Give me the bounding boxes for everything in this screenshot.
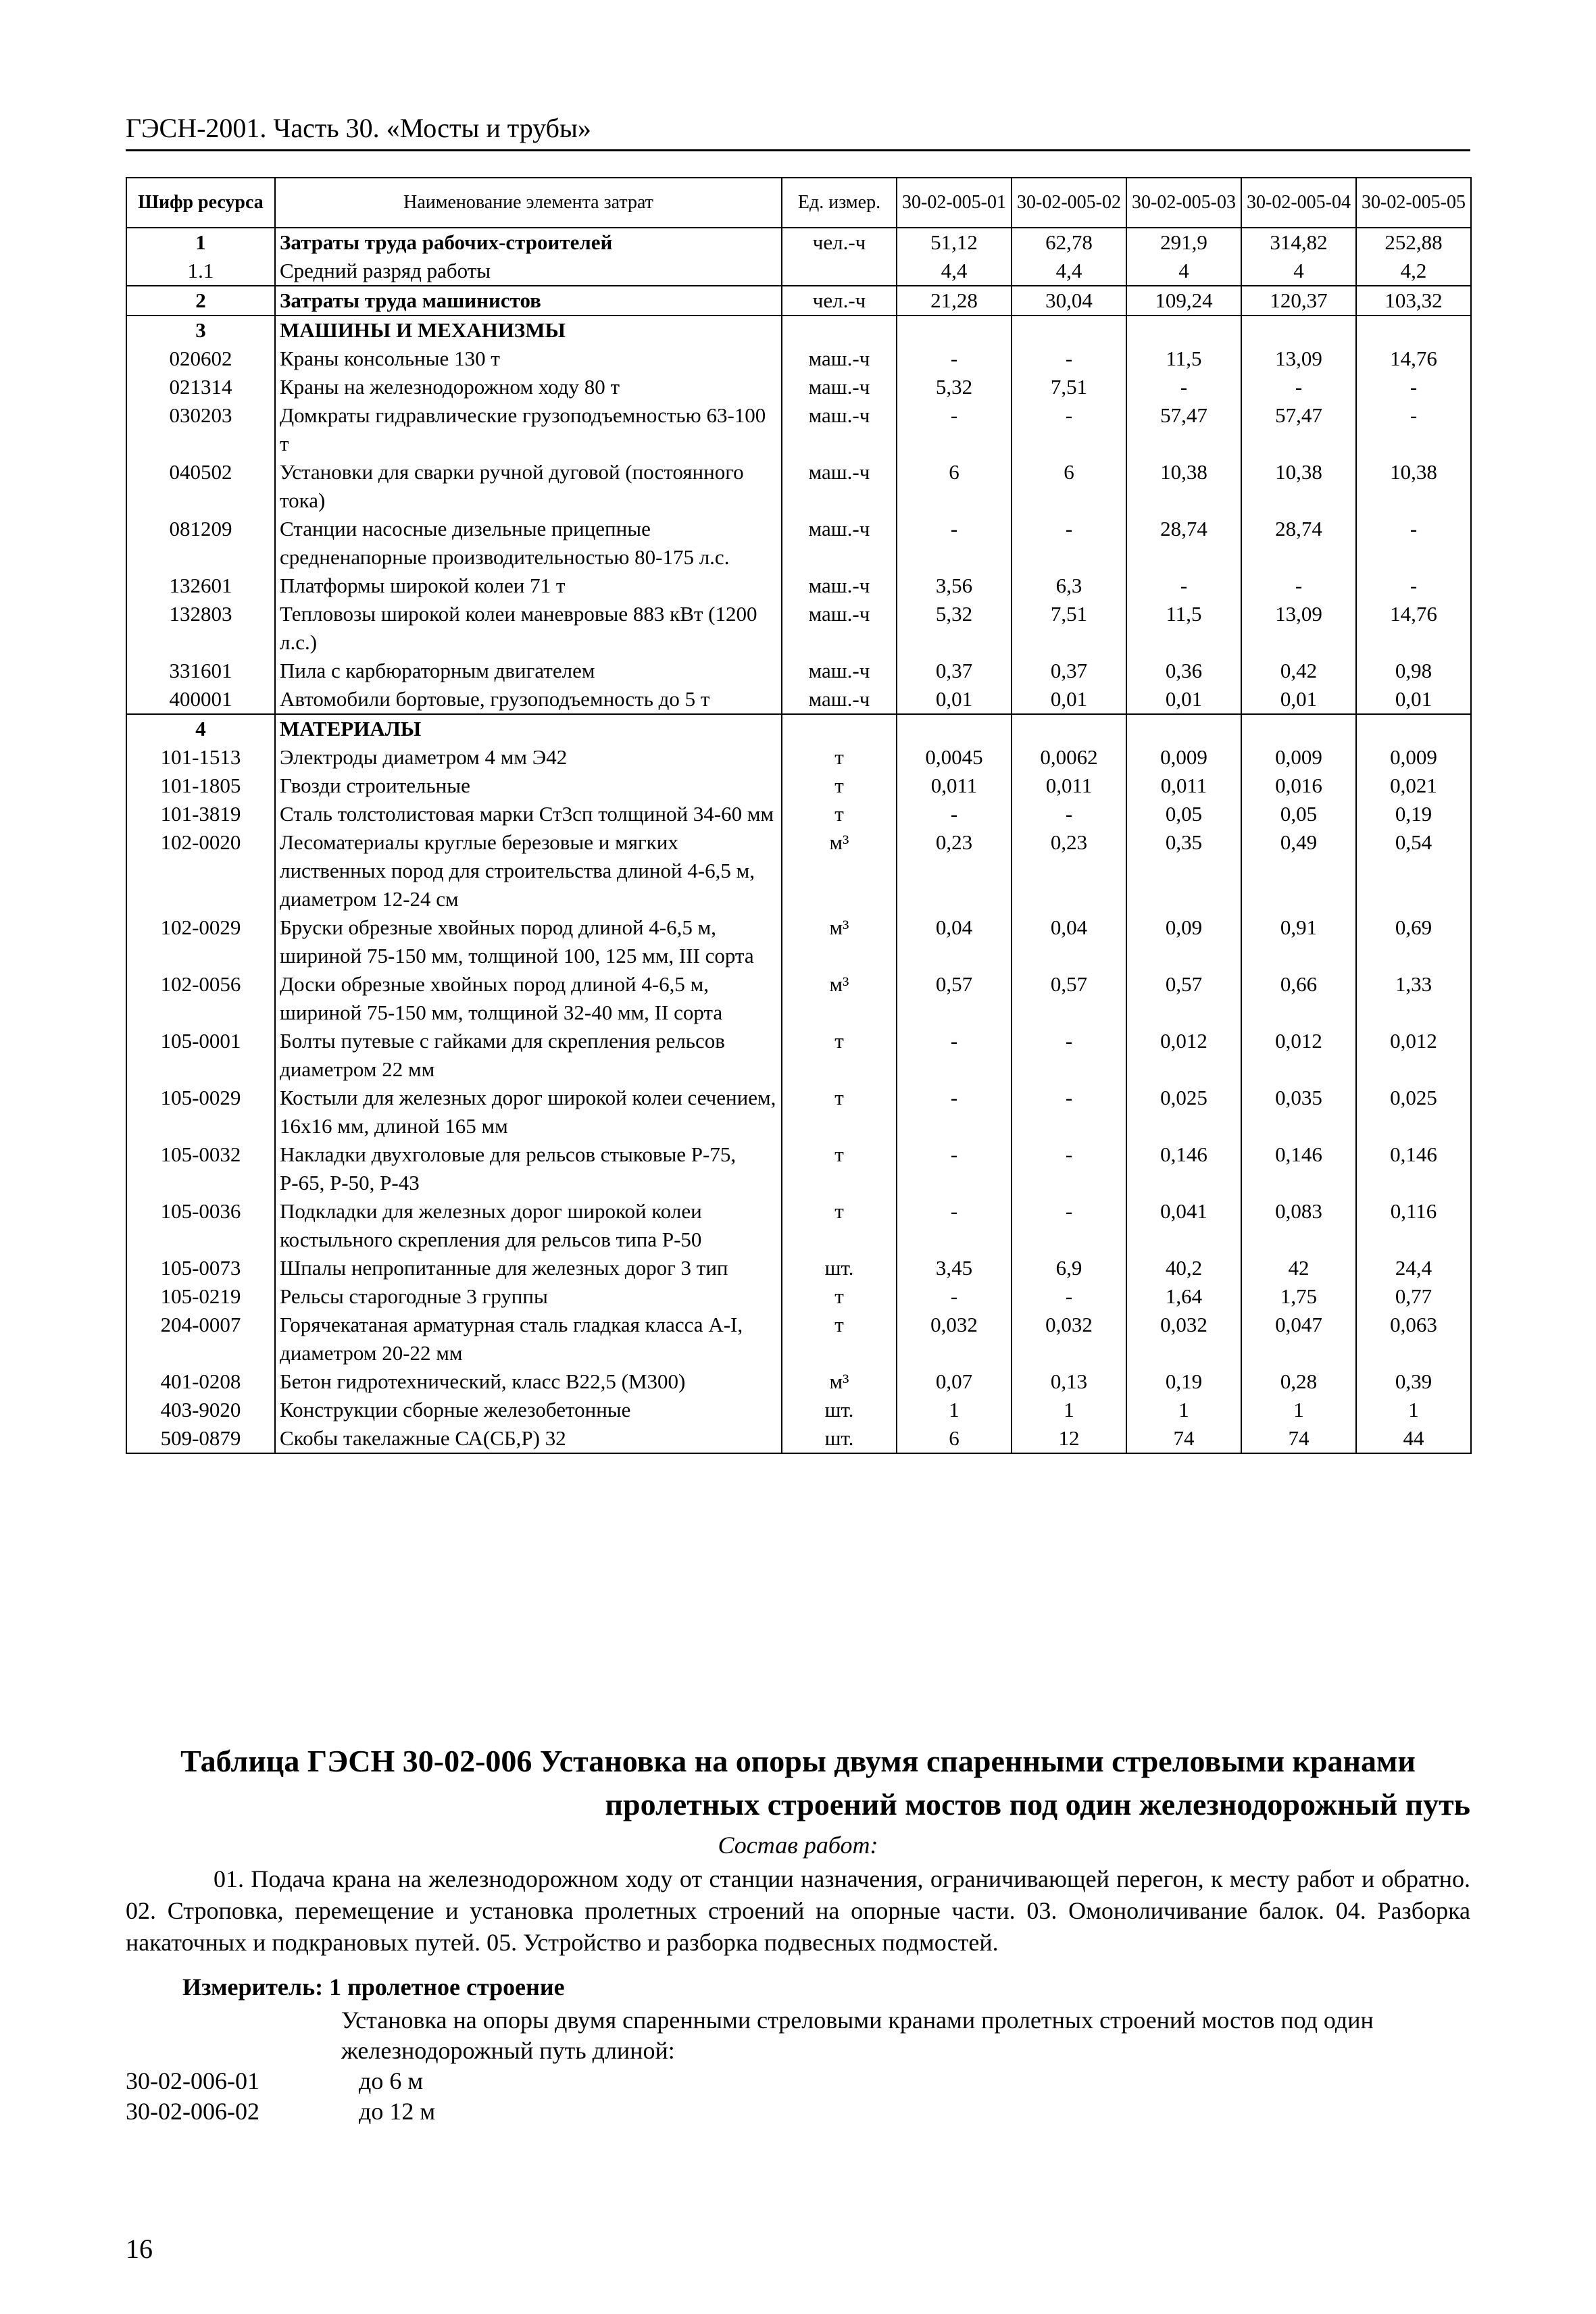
value-cell: 14,76 [1356,600,1471,657]
next-table-title [126,1740,1470,1826]
table-row [126,1027,1471,1084]
value-cell: - [1356,572,1471,600]
value-cell: 28,74 [1241,515,1356,572]
value-cell: 21,28 [897,286,1012,316]
value-cell: 6 [1012,458,1126,515]
value-cell [897,316,1012,345]
unit-cell: шт. [782,1254,897,1282]
value-cell: 4,4 [897,257,1012,286]
value-cell: 0,19 [1356,800,1471,828]
value-cell: - [1012,515,1126,572]
value-cell: 0,035 [1241,1084,1356,1140]
value-cell: 0,98 [1356,657,1471,685]
resource-code-cell: 105-0219 [126,1282,275,1311]
resource-code-cell: 1.1 [126,257,275,286]
value-cell: 10,38 [1126,458,1241,515]
value-cell: 0,021 [1356,772,1471,800]
unit-cell: маш.-ч [782,345,897,373]
table-row [126,401,1471,458]
value-cell: 0,012 [1241,1027,1356,1084]
value-cell: 0,009 [1126,743,1241,772]
unit-cell: т [782,800,897,828]
table-header-row [126,178,1471,228]
resource-code-cell: 204-0007 [126,1311,275,1367]
resource-name-cell: МАТЕРИАЛЫ [275,714,782,743]
value-cell: - [1356,373,1471,401]
value-cell: 0,016 [1241,772,1356,800]
value-cell: 13,09 [1241,345,1356,373]
table-row [126,970,1471,1027]
value-cell: 0,66 [1241,970,1356,1027]
value-cell: 42 [1241,1254,1356,1282]
resource-code-cell: 2 [126,286,275,316]
resource-code-cell: 105-0029 [126,1084,275,1140]
value-cell: - [897,800,1012,828]
value-cell: 11,5 [1126,600,1241,657]
column-header-variant-1: 30-02-005-01 [897,178,1012,228]
resource-name-cell: Скобы такелажные СА(СБ,Р) 32 [275,1424,782,1453]
resource-code-cell: 020602 [126,345,275,373]
value-cell: 0,09 [1126,913,1241,970]
value-cell [897,714,1012,743]
resource-name-cell: Средний разряд работы [275,257,782,286]
unit-cell: шт. [782,1396,897,1424]
resource-code-cell: 105-0036 [126,1197,275,1254]
unit-cell: т [782,1311,897,1367]
unit-cell: т [782,1027,897,1084]
value-cell [1126,316,1241,345]
column-header-variant-3: 30-02-005-03 [1126,178,1241,228]
value-cell: 0,35 [1126,828,1241,913]
resource-name-cell: Платформы широкой колеи 71 т [275,572,782,600]
value-cell: 0,04 [897,913,1012,970]
value-cell: - [897,1282,1012,1311]
value-cell: - [1126,572,1241,600]
value-cell: 6,3 [1012,572,1126,600]
value-cell: - [897,1197,1012,1254]
value-cell [1012,714,1126,743]
table-row [126,800,1471,828]
value-cell: 1,64 [1126,1282,1241,1311]
resource-name-cell: Костыли для железных дорог широкой колеи сечением, 16х16 мм, длиной 165 мм [275,1084,782,1140]
unit-cell: м³ [782,828,897,913]
value-cell: - [1012,345,1126,373]
value-cell: - [1356,401,1471,458]
value-cell: 0,05 [1126,800,1241,828]
resource-name-cell: Пила с карбюраторным двигателем [275,657,782,685]
resource-name-cell: Бетон гидротехнический, класс В22,5 (М300) [275,1367,782,1396]
page-number: 16 [126,2234,153,2264]
value-cell: 252,88 [1356,228,1471,257]
unit-cell: чел.-ч [782,228,897,257]
value-cell: - [897,345,1012,373]
unit-cell: т [782,1140,897,1197]
unit-cell: м³ [782,913,897,970]
value-cell: 6 [897,458,1012,515]
value-cell: - [1012,1197,1126,1254]
value-cell: 0,032 [1012,1311,1126,1367]
value-cell: - [1012,401,1126,458]
value-cell: 0,012 [1356,1027,1471,1084]
value-cell: 0,025 [1126,1084,1241,1140]
table-row [126,1396,1471,1424]
table-row [126,316,1471,345]
value-cell: 14,76 [1356,345,1471,373]
resource-code-cell: 400001 [126,685,275,714]
value-cell: 0,032 [1126,1311,1241,1367]
resource-name-cell: Горячекатаная арматурная сталь гладкая класса А-I, диаметром 20-22 мм [275,1311,782,1367]
value-cell [1356,316,1471,345]
unit-cell: т [782,743,897,772]
value-cell: 6 [897,1424,1012,1453]
resource-code-cell: 040502 [126,458,275,515]
value-cell: 57,47 [1126,401,1241,458]
value-cell: 5,32 [897,600,1012,657]
column-header-code: Шифр ресурса [126,178,275,228]
value-cell: 3,56 [897,572,1012,600]
resource-name-cell: Рельсы старогодные 3 группы [275,1282,782,1311]
table-row [126,743,1471,772]
value-cell: 0,009 [1241,743,1356,772]
value-cell: - [1241,572,1356,600]
value-cell: 0,19 [1126,1367,1241,1396]
table-row [126,1282,1471,1311]
resource-code-cell: 105-0032 [126,1140,275,1197]
value-cell: 0,57 [1012,970,1126,1027]
resource-code-cell: 3 [126,316,275,345]
table-row [126,1084,1471,1140]
value-cell: 1 [897,1396,1012,1424]
next-table-title-line-2: пролетных строений мостов под один железнодорожный путь [605,1787,1470,1821]
value-cell: 0,57 [1126,970,1241,1027]
value-cell: 0,011 [897,772,1012,800]
resource-code-cell: 401-0208 [126,1367,275,1396]
value-cell: - [1356,515,1471,572]
value-cell: 0,04 [1012,913,1126,970]
resource-name-cell: Лесоматериалы круглые березовые и мягких лиственных пород для строительства длиной 4-6,5 м, диаметром 12-24 см [275,828,782,913]
meter-description: Установка на опоры двумя спаренными стреловыми кранами пролетных строений мостов под один железнодорожный путь длиной: [341,2007,1374,2064]
table-body [126,228,1471,1453]
unit-cell: т [782,1084,897,1140]
unit-cell: маш.-ч [782,600,897,657]
value-cell: 1 [1356,1396,1471,1424]
variant-text: до 12 м [359,2098,436,2125]
value-cell: - [897,401,1012,458]
value-cell: 0,91 [1241,913,1356,970]
value-cell: 0,011 [1126,772,1241,800]
value-cell: - [897,1140,1012,1197]
value-cell: 0,23 [897,828,1012,913]
resource-code-cell: 132601 [126,572,275,600]
value-cell: 74 [1126,1424,1241,1453]
resource-name-cell: МАШИНЫ И МЕХАНИЗМЫ [275,316,782,345]
value-cell: 7,51 [1012,373,1126,401]
value-cell: 0,69 [1356,913,1471,970]
value-cell: 4 [1126,257,1241,286]
unit-cell [782,257,897,286]
value-cell: 0,01 [1241,685,1356,714]
value-cell: 0,37 [1012,657,1126,685]
resource-name-cell: Подкладки для железных дорог широкой колеи костыльного скрепления для рельсов типа Р-50 [275,1197,782,1254]
table-row [126,458,1471,515]
variant-row [126,2066,423,2096]
resource-name-cell: Краны на железнодорожном ходу 80 т [275,373,782,401]
value-cell: 57,47 [1241,401,1356,458]
variant-text: до 6 м [359,2067,424,2094]
resource-code-cell: 403-9020 [126,1396,275,1424]
value-cell: 24,4 [1356,1254,1471,1282]
value-cell: 0,37 [897,657,1012,685]
column-header-variant-2: 30-02-005-02 [1012,178,1126,228]
value-cell: 28,74 [1126,515,1241,572]
value-cell: 13,09 [1241,600,1356,657]
value-cell: 314,82 [1241,228,1356,257]
value-cell: 7,51 [1012,600,1126,657]
value-cell: - [1012,1027,1126,1084]
value-cell: 0,28 [1241,1367,1356,1396]
value-cell: 0,011 [1012,772,1126,800]
value-cell: 1 [1241,1396,1356,1424]
variant-code: 30-02-006-02 [126,2098,259,2125]
value-cell: 0,05 [1241,800,1356,828]
table-row [126,373,1471,401]
unit-cell: маш.-ч [782,515,897,572]
resource-name-cell: Затраты труда рабочих-строителей [275,228,782,257]
resource-name-cell: Автомобили бортовые, грузоподъемность до 5 т [275,685,782,714]
unit-cell: маш.-ч [782,572,897,600]
value-cell: 1 [1126,1396,1241,1424]
resource-code-cell: 102-0056 [126,970,275,1027]
value-cell: 6,9 [1012,1254,1126,1282]
value-cell: 0,01 [1126,685,1241,714]
value-cell: 0,49 [1241,828,1356,913]
column-header-name: Наименование элемента затрат [275,178,782,228]
resource-code-cell: 102-0020 [126,828,275,913]
table-row [126,913,1471,970]
value-cell: 0,01 [1356,685,1471,714]
table-row [126,286,1471,316]
resource-name-cell: Болты путевые с гайками для скрепления рельсов диаметром 22 мм [275,1027,782,1084]
table-row [126,1197,1471,1254]
resource-code-cell: 030203 [126,401,275,458]
unit-cell: маш.-ч [782,685,897,714]
composition-text: 01. Подача крана на железнодорожном ходу от станции назначения, ограничивающей перегон, к месту работ и обратно. 02. Строповка, перемещение и установка пролетных строений на опорные части. 03. Омоноличивание балок. 04. Разборка накаточных и подкрановых путей. 05. Устройство и разборка подвесных подмостей. [126,1865,1470,1956]
table-row [126,257,1471,286]
table-row [126,714,1471,743]
value-cell: 3,45 [897,1254,1012,1282]
unit-cell: м³ [782,970,897,1027]
value-cell: 0,012 [1126,1027,1241,1084]
value-cell: 0,54 [1356,828,1471,913]
resource-name-cell: Краны консольные 130 т [275,345,782,373]
resource-name-cell: Конструкции сборные железобетонные [275,1396,782,1424]
column-header-unit: Ед. измер. [782,178,897,228]
table-row [126,657,1471,685]
value-cell: 0,025 [1356,1084,1471,1140]
value-cell: 4,2 [1356,257,1471,286]
table-row [126,515,1471,572]
value-cell: - [897,515,1012,572]
composition-title: Состав работ: [718,1832,878,1859]
value-cell: 0,01 [897,685,1012,714]
value-cell: - [897,1084,1012,1140]
unit-cell: маш.-ч [782,373,897,401]
value-cell: 10,38 [1356,458,1471,515]
value-cell: 0,146 [1356,1140,1471,1197]
unit-cell: шт. [782,1424,897,1453]
resource-code-cell: 081209 [126,515,275,572]
table-row [126,1140,1471,1197]
value-cell [1241,714,1356,743]
resource-name-cell: Шпалы непропитанные для железных дорог 3 тип [275,1254,782,1282]
unit-cell: т [782,1197,897,1254]
resource-name-cell: Электроды диаметром 4 мм Э42 [275,743,782,772]
resource-code-cell: 101-1513 [126,743,275,772]
value-cell: 0,032 [897,1311,1012,1367]
value-cell: 62,78 [1012,228,1126,257]
value-cell [1126,714,1241,743]
value-cell: 0,39 [1356,1367,1471,1396]
value-cell: 0,77 [1356,1282,1471,1311]
resource-code-cell: 101-3819 [126,800,275,828]
unit-cell: маш.-ч [782,401,897,458]
unit-cell: м³ [782,1367,897,1396]
unit-cell: маш.-ч [782,657,897,685]
unit-cell: т [782,1282,897,1311]
resource-code-cell: 021314 [126,373,275,401]
resource-code-cell: 331601 [126,657,275,685]
value-cell: 12 [1012,1424,1126,1453]
table-row [126,572,1471,600]
value-cell: 0,57 [897,970,1012,1027]
resource-name-cell: Затраты труда машинистов [275,286,782,316]
resource-name-cell: Установки для сварки ручной дуговой (постоянного тока) [275,458,782,515]
value-cell: 0,009 [1356,743,1471,772]
page-header: ГЭСН-2001. Часть 30. «Мосты и трубы» [126,112,1470,151]
table-row [126,600,1471,657]
value-cell: 0,063 [1356,1311,1471,1367]
value-cell: 0,083 [1241,1197,1356,1254]
table-row [126,772,1471,800]
table-row [126,828,1471,913]
unit-cell [782,714,897,743]
resource-code-cell: 102-0029 [126,913,275,970]
value-cell: 0,146 [1241,1140,1356,1197]
unit-cell [782,316,897,345]
resource-code-cell: 105-0073 [126,1254,275,1282]
value-cell: 109,24 [1126,286,1241,316]
resource-name-cell: Тепловозы широкой колеи маневровые 883 кВт (1200 л.с.) [275,600,782,657]
value-cell: 0,0062 [1012,743,1126,772]
value-cell: - [1012,1282,1126,1311]
value-cell: 5,32 [897,373,1012,401]
resource-name-cell: Станции насосные дизельные прицепные средненапорные производительностью 80-175 л.с. [275,515,782,572]
value-cell: - [1241,373,1356,401]
value-cell: 0,0045 [897,743,1012,772]
meter-label: Измеритель: 1 пролетное строение [182,1973,565,2001]
column-header-variant-5: 30-02-005-05 [1356,178,1471,228]
value-cell: - [1012,1140,1126,1197]
value-cell: 0,047 [1241,1311,1356,1367]
unit-cell: чел.-ч [782,286,897,316]
resource-norms-table [126,177,1472,1454]
table-row [126,1311,1471,1367]
variant-code: 30-02-006-01 [126,2067,259,2094]
resource-name-cell: Бруски обрезные хвойных пород длиной 4-6,5 м, шириной 75-150 мм, толщиной 100, 125 мм, III сорта [275,913,782,970]
value-cell: 291,9 [1126,228,1241,257]
value-cell: 1,75 [1241,1282,1356,1311]
table-row [126,228,1471,257]
resource-code-cell: 101-1805 [126,772,275,800]
value-cell: 0,146 [1126,1140,1241,1197]
value-cell: - [1012,1084,1126,1140]
resource-code-cell: 509-0879 [126,1424,275,1453]
table-row [126,1367,1471,1396]
variant-row [126,2096,435,2127]
value-cell: - [1126,373,1241,401]
value-cell: 0,23 [1012,828,1126,913]
value-cell: 1 [1012,1396,1126,1424]
value-cell [1012,316,1126,345]
value-cell [1356,714,1471,743]
table-row [126,685,1471,714]
resource-code-cell: 1 [126,228,275,257]
value-cell: 120,37 [1241,286,1356,316]
value-cell: 0,116 [1356,1197,1471,1254]
unit-cell: т [782,772,897,800]
table-row [126,1424,1471,1453]
value-cell: 1,33 [1356,970,1471,1027]
next-table-title-line-1: Таблица ГЭСН 30-02-006 Установка на опоры двумя спаренными стреловыми кранами [180,1744,1416,1778]
value-cell: 0,07 [897,1367,1012,1396]
value-cell [1241,316,1356,345]
value-cell: 11,5 [1126,345,1241,373]
value-cell: 0,36 [1126,657,1241,685]
resource-code-cell: 132803 [126,600,275,657]
resource-name-cell: Домкраты гидравлические грузоподъемностью 63-100 т [275,401,782,458]
table-row [126,345,1471,373]
value-cell: 10,38 [1241,458,1356,515]
value-cell: 30,04 [1012,286,1126,316]
resource-name-cell: Доски обрезные хвойных пород длиной 4-6,5 м, шириной 75-150 мм, толщиной 32-40 мм, II сорта [275,970,782,1027]
value-cell: 0,42 [1241,657,1356,685]
value-cell: 0,13 [1012,1367,1126,1396]
column-header-variant-4: 30-02-005-04 [1241,178,1356,228]
resource-name-cell: Накладки двухголовые для рельсов стыковые Р-75, Р-65, Р-50, Р-43 [275,1140,782,1197]
value-cell: 4,4 [1012,257,1126,286]
resource-name-cell: Сталь толстолистовая марки Ст3сп толщиной 34-60 мм [275,800,782,828]
value-cell: 103,32 [1356,286,1471,316]
value-cell: - [897,1027,1012,1084]
value-cell: 51,12 [897,228,1012,257]
unit-cell: маш.-ч [782,458,897,515]
value-cell: 40,2 [1126,1254,1241,1282]
value-cell: 74 [1241,1424,1356,1453]
value-cell: - [1012,800,1126,828]
table-row [126,1254,1471,1282]
resource-code-cell: 4 [126,714,275,743]
resource-code-cell: 105-0001 [126,1027,275,1084]
resource-name-cell: Гвозди строительные [275,772,782,800]
value-cell: 44 [1356,1424,1471,1453]
value-cell: 0,041 [1126,1197,1241,1254]
value-cell: 4 [1241,257,1356,286]
value-cell: 0,01 [1012,685,1126,714]
